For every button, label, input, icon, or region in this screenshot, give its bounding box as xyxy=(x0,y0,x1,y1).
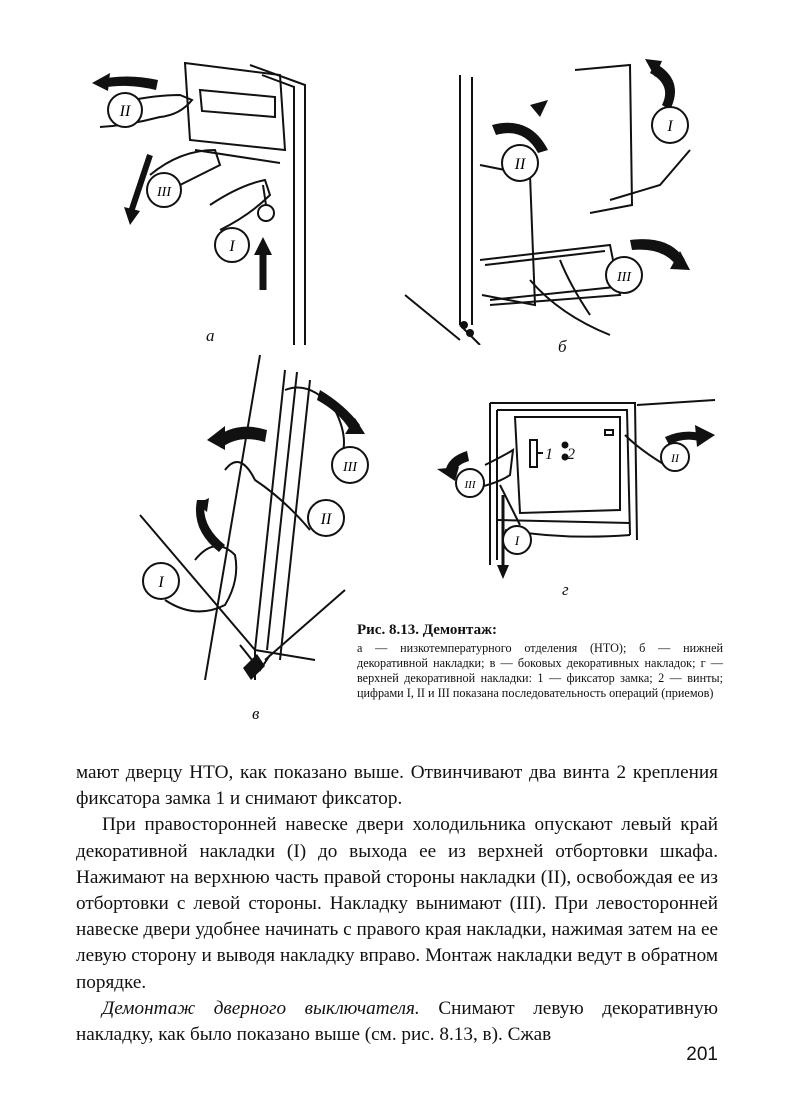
paragraph-3-text: Снимают левую декоративную накладку, как было показано выше (см. рис. 8.13, в). Сжав xyxy=(76,997,718,1046)
svg-text:III: III xyxy=(157,185,171,200)
svg-text:I: I xyxy=(229,238,235,255)
svg-text:I: I xyxy=(667,118,673,135)
figure-panel-b xyxy=(400,55,700,345)
panel-label-v: в xyxy=(252,704,260,723)
paragraph-2: При правосторонней навеске двери холодильника опускают левый край декоративной накладки (I) до выхода ее из верхней отбортовки шкафа. Нажимают на верхнюю часть правой стороны накладки (II), освобождая ее из отбортовки с левой стороны. Накладку вынимают (III). При левосторонней навеске двери удобнее начинать с правого края накладки, нажимая затем на ее левую сторону и выводя накладку вправо. Монтаж накладки ведут в обратном порядке. xyxy=(76,814,718,993)
marker-I-a xyxy=(212,225,252,265)
svg-text:II: II xyxy=(671,451,679,465)
body-text xyxy=(76,760,718,1048)
marker-II-g xyxy=(659,441,691,473)
svg-text:II: II xyxy=(514,156,526,173)
caption-text: а — низкотемпературного отделения (НТО); б — нижней декоративной накладки; в — боковых декоративных накладок; г — верхней декоративной накладки: 1 — фиксатор замка; 2 — винты; цифрами I, II и III показана последовательность операций (приемов) xyxy=(357,641,723,700)
part-label-1: 1 xyxy=(545,446,553,463)
panel-label-b: б xyxy=(558,337,567,356)
marker-III-g xyxy=(454,467,486,499)
paragraph-3 xyxy=(76,996,718,1048)
svg-text:III: III xyxy=(343,460,357,475)
svg-text:II: II xyxy=(119,103,131,120)
marker-II-a xyxy=(105,90,145,130)
svg-text:II: II xyxy=(320,511,332,528)
figure-panel-v xyxy=(135,350,385,700)
paragraph-1: мают дверцу НТО, как показано выше. Отвинчивают два винта 2 крепления фиксатора замка 1 и снимают фиксатор. xyxy=(76,762,718,810)
marker-III-v xyxy=(329,444,371,486)
caption-title: Рис. 8.13. Демонтаж: xyxy=(357,622,497,638)
paragraph-3-heading: Демонтаж дверного выключателя. xyxy=(102,997,420,1019)
marker-II-v xyxy=(305,497,347,539)
svg-text:I: I xyxy=(514,533,520,548)
part-label-2: 2 xyxy=(567,446,575,463)
svg-text:III: III xyxy=(617,270,631,285)
marker-I-v xyxy=(140,560,182,602)
marker-III-a xyxy=(144,170,184,210)
marker-I-b xyxy=(649,104,691,146)
marker-I-g xyxy=(501,524,533,556)
svg-text:I: I xyxy=(158,574,164,591)
svg-text:III: III xyxy=(464,479,476,491)
figure-caption xyxy=(357,622,723,701)
panel-label-a: а xyxy=(206,326,215,345)
panel-label-g: г xyxy=(562,580,569,599)
marker-III-b xyxy=(603,254,645,296)
marker-II-b xyxy=(499,142,541,184)
page-number: 201 xyxy=(686,1044,718,1065)
